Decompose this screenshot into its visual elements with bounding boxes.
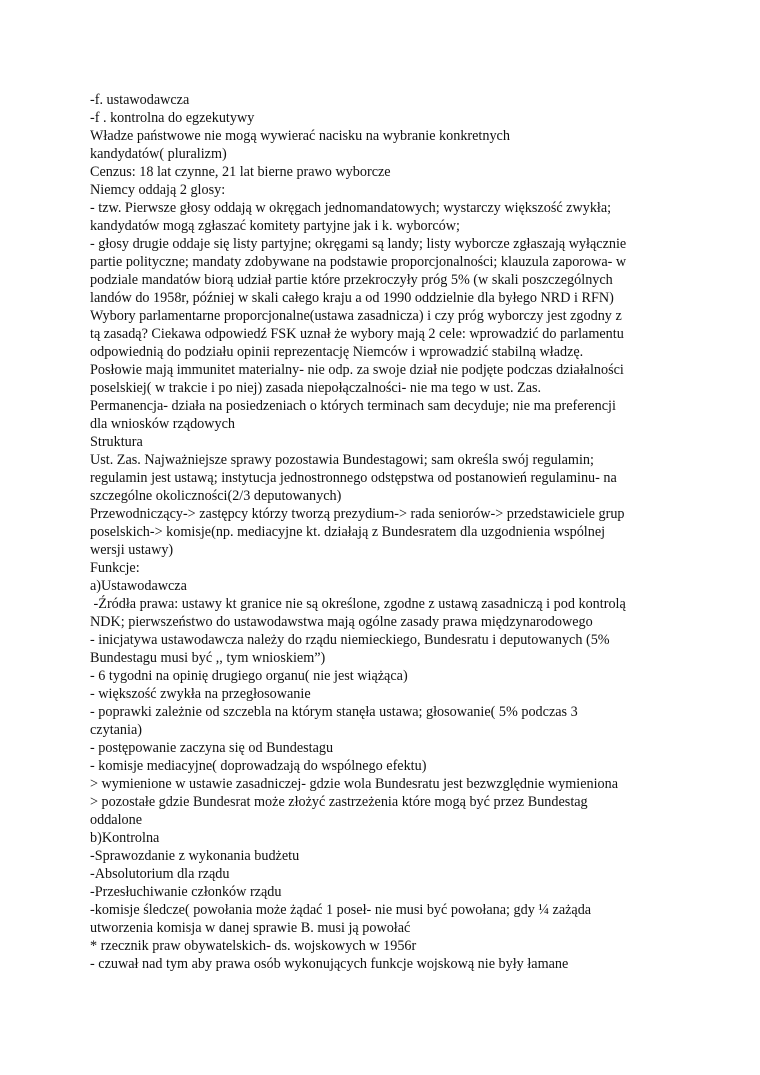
- text-paragraph: Permanencja- działa na posiedzeniach o których terminach sam decyduje; nie ma preferencji dla wniosków rządowych: [90, 398, 616, 432]
- text-paragraph: -Absolutorium dla rządu: [90, 866, 230, 882]
- text-paragraph: * rzecznik praw obywatelskich- ds. wojskowych w 1956r: [90, 938, 417, 954]
- text-paragraph: Posłowie mają immunitet materialny- nie odp. za swoje dział nie podjęte podczas działalności poselskiej( w trakcie i po niej) zasada niepołączalności- nie ma tego w ust. Zas.: [90, 362, 624, 396]
- text-paragraph: - poprawki zależnie od szczebla na którym stanęła ustawa; głosowanie( 5% podczas 3 czytania): [90, 704, 578, 738]
- text-paragraph: Przewodniczący-> zastępcy którzy tworzą prezydium-> rada seniorów-> przedstawiciele grup poselskich-> komisje(np. mediacyjne kt. działają z Bundesratem dla uzgodnienia wspólnej wersji ustawy): [90, 506, 625, 558]
- text-paragraph: Struktura: [90, 434, 143, 450]
- text-paragraph: - większość zwykła na przegłosowanie: [90, 686, 311, 702]
- text-paragraph: Ust. Zas. Najważniejsze sprawy pozostawia Bundestagowi; sam określa swój regulamin; regulamin jest ustawą; instytucja jednostronnego odstępstwa od postanowień regulaminu- na szczególne okoliczności(2/3 deputowanych): [90, 452, 617, 504]
- text-paragraph: -Źródła prawa: ustawy kt granice nie są określone, zgodne z ustawą zasadniczą i pod kontrolą NDK; pierwszeństwo do ustawodawstwa mają ogólne zasady prawa międzynarodowego: [90, 596, 626, 630]
- text-paragraph: - tzw. Pierwsze głosy oddają w okręgach jednomandatowych; wystarczy większość zwykła; kandydatów mogą zgłaszać komitety partyjne jak i k. wyborców;: [90, 200, 612, 234]
- text-paragraph: Niemcy oddają 2 glosy:: [90, 182, 226, 198]
- text-paragraph: a)Ustawodawcza: [90, 578, 187, 594]
- text-paragraph: - komisje mediacyjne( doprowadzają do wspólnego efektu): [90, 758, 427, 774]
- text-paragraph: - inicjatywa ustawodawcza należy do rządu niemieckiego, Bundesratu i deputowanych (5% Bundestagu musi być ,, tym wnioskiem”): [90, 632, 610, 666]
- text-paragraph: -Sprawozdanie z wykonania budżetu: [90, 848, 300, 864]
- text-paragraph: - postępowanie zaczyna się od Bundestagu: [90, 740, 334, 756]
- text-paragraph: Funkcje:: [90, 560, 140, 576]
- text-paragraph: b)Kontrolna: [90, 830, 160, 846]
- text-paragraph: -Przesłuchiwanie członków rządu: [90, 884, 282, 900]
- text-paragraph: > wymienione w ustawie zasadniczej- gdzie wola Bundesratu jest bezwzględnie wymieniona: [90, 776, 619, 792]
- text-paragraph: -komisje śledcze( powołania może żądać 1 poseł- nie musi być powołana; gdy ¼ zażąda utworzenia komisja w danej sprawie B. musi ją powołać: [90, 902, 592, 936]
- text-paragraph: Wybory parlamentarne proporcjonalne(ustawa zasadnicza) i czy próg wyborczy jest zgodny z tą zasadą? Ciekawa odpowiedź FSK uznał że wybory mają 2 cele: wprowadzić do parlamentu odpowiednią do podziału opinii reprezentację Niemców i wprowadzić stabilną władzę.: [90, 308, 624, 360]
- text-paragraph: - czuwał nad tym aby prawa osób wykonujących funkcje wojskową nie były łamane: [90, 956, 569, 972]
- text-paragraph: Cenzus: 18 lat czynne, 21 lat bierne prawo wyborcze: [90, 164, 391, 180]
- text-paragraph: -f . kontrolna do egzekutywy: [90, 110, 255, 126]
- text-paragraph: > pozostałe gdzie Bundesrat może złożyć zastrzeżenia które mogą być przez Bundestag oddalone: [90, 794, 588, 828]
- document-text-body: [90, 91, 680, 973]
- text-paragraph: - głosy drugie oddaje się listy partyjne; okręgami są landy; listy wyborcze zgłaszają wyłącznie partie polityczne; mandaty zdobywane na podstawie proporcjonalności; klauzula zaporowa- w podziale mandatów biorą udział partie które przekroczyły próg 5% (w skali poszczególnych landów do 1958r, później w skali całego kraju a od 1990 oddzielnie dla byłego NRD i RFN): [90, 236, 627, 306]
- text-paragraph: -f. ustawodawcza: [90, 92, 190, 108]
- text-paragraph: - 6 tygodni na opinię drugiego organu( nie jest wiążąca): [90, 668, 408, 684]
- text-paragraph: Władze państwowe nie mogą wywierać nacisku na wybranie konkretnych kandydatów( pluralizm): [90, 128, 510, 162]
